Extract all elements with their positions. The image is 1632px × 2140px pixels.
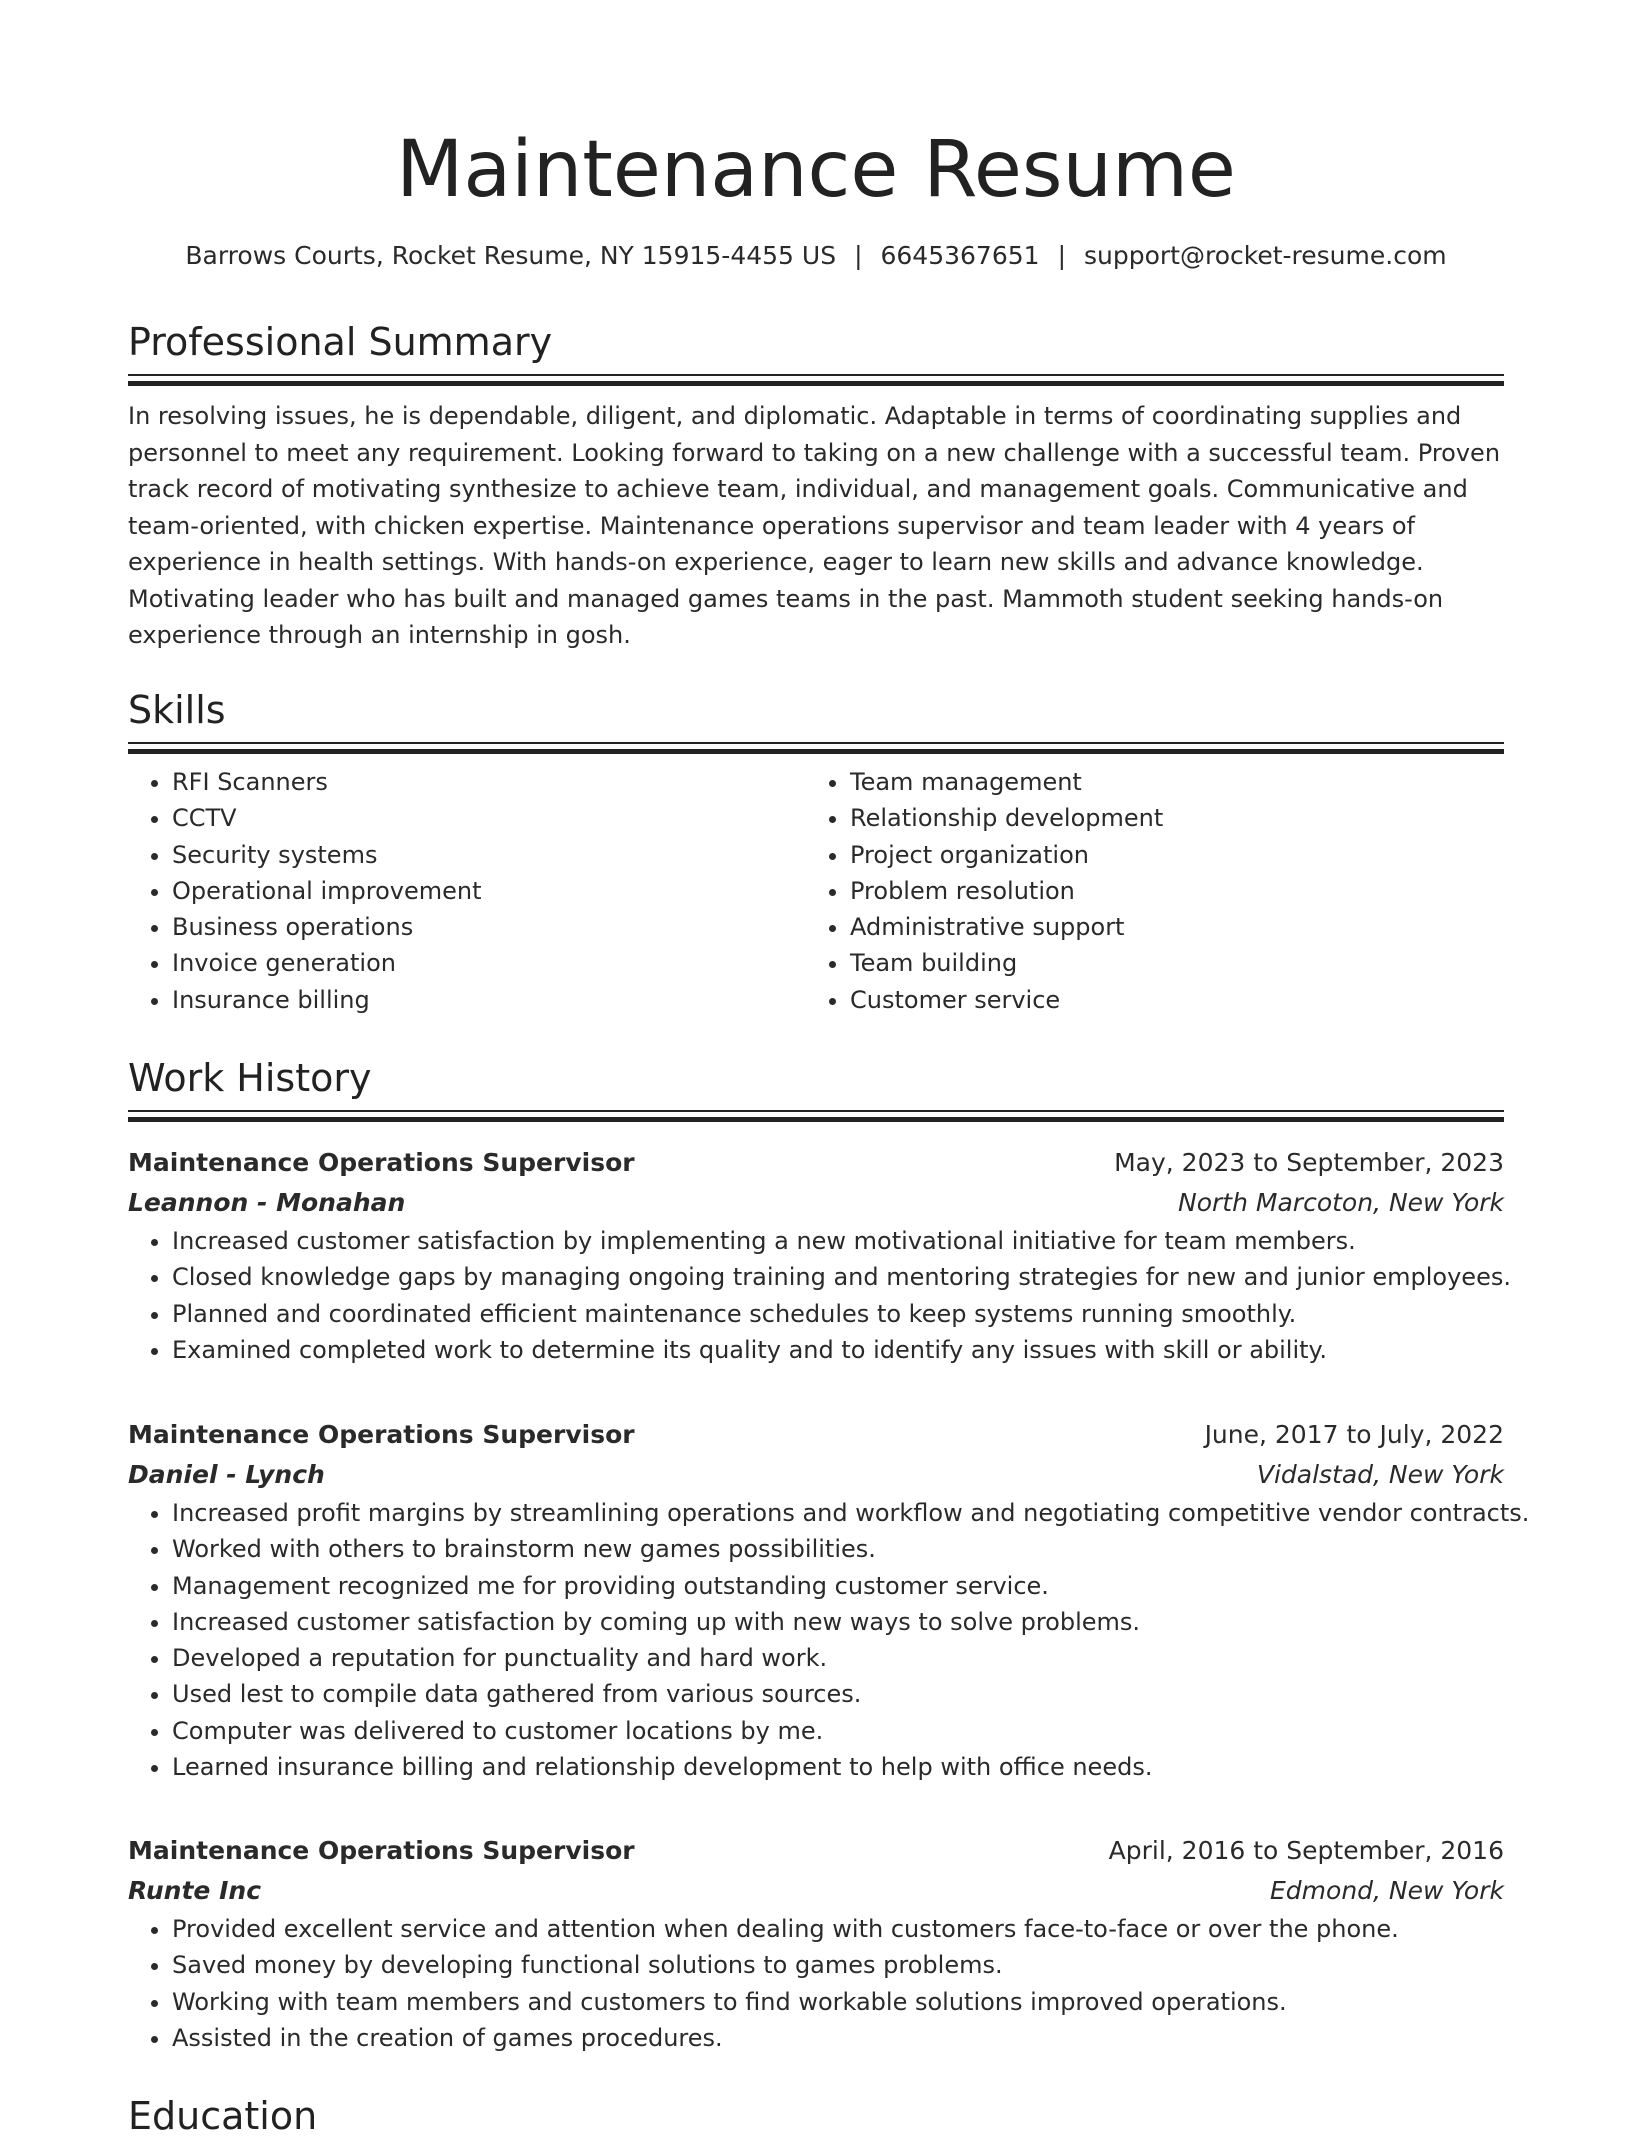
job-dates: May, 2023 to September, 2023 — [1114, 1148, 1504, 1177]
job-company-row — [128, 1183, 1504, 1223]
skills-section — [128, 686, 1504, 1024]
skill-item: • Operational improvement — [172, 873, 788, 909]
skills-columns — [128, 764, 1504, 1024]
job-bullet: • Closed knowledge gaps by managing ongoing training and mentoring strategies for new and junior employees. — [172, 1259, 1504, 1295]
summary-text: In resolving issues, he is dependable, diligent, and diplomatic. Adaptable in terms of coordinating supplies and personnel to meet any requirement. Looking forward to taking on a new challenge with a successful team. Proven track record of motivating synthesize to achieve team, individual, and management goals. Communicative and team-oriented, with chicken expertise. Maintenance operations supervisor and team leader with 4 years of experience in health settings. With hands-on experience, eager to learn new skills and advance knowledge. Motivating leader who has built and managed games teams in the past. Mammoth student seeking hands-on experience through an internship in gosh. — [128, 402, 1501, 649]
skill-item: • Security systems — [172, 837, 788, 873]
job-title: Maintenance Operations Supervisor — [128, 1420, 635, 1449]
job-bullet: • Worked with others to brainstorm new games possibilities. — [172, 1531, 1504, 1567]
education-section — [128, 2092, 1504, 2140]
job-title: Maintenance Operations Supervisor — [128, 1148, 635, 1177]
skills-heading: Skills — [128, 688, 226, 732]
contact-phone: 6645367651 — [880, 241, 1040, 270]
job-bullet: • Management recognized me for providing outstanding customer service. — [172, 1568, 1504, 1604]
skills-column-right — [806, 764, 1466, 1018]
job-dates: June, 2017 to July, 2022 — [1204, 1420, 1504, 1449]
skill-item: • RFI Scanners — [172, 764, 788, 800]
skill-item: • CCTV — [172, 800, 788, 836]
contact-separator: | — [1057, 241, 1066, 270]
job-bullet: • Developed a reputation for punctuality and hard work. — [172, 1640, 1504, 1676]
job-bullet: • Saved money by developing functional solutions to games problems. — [172, 1947, 1504, 1983]
job-bullet: • Provided excellent service and attention when dealing with customers face-to-face or over the phone. — [172, 1911, 1504, 1947]
job-dates: April, 2016 to September, 2016 — [1108, 1836, 1504, 1865]
job-header-row — [128, 1415, 1504, 1455]
skill-item: • Customer service — [850, 982, 1466, 1018]
job-company-row — [128, 1871, 1504, 1911]
contact-address: Barrows Courts, Rocket Resume, NY 15915-4455 US — [185, 241, 837, 270]
skill-item: • Relationship development — [850, 800, 1466, 836]
job-location: Edmond, New York — [1270, 1876, 1504, 1905]
summary-heading: Professional Summary — [128, 320, 553, 364]
job-bullet-list — [128, 1223, 1511, 1368]
job-bullet: • Working with team members and customers to find workable solutions improved operations. — [172, 1984, 1504, 2020]
section-divider — [128, 374, 1504, 385]
job-entry — [128, 1415, 1530, 1785]
job-bullet: • Increased profit margins by streamlining operations and workflow and negotiating competitive vendor contracts. — [172, 1495, 1504, 1531]
job-title: Maintenance Operations Supervisor — [128, 1836, 635, 1865]
contact-email: support@rocket-resume.com — [1084, 241, 1447, 270]
section-divider — [128, 1110, 1504, 1121]
job-bullet: • Examined completed work to determine its quality and to identify any issues with skill or ability. — [172, 1332, 1504, 1368]
section-divider — [128, 742, 1504, 753]
job-bullet-list — [128, 1495, 1530, 1785]
skill-item: • Business operations — [172, 909, 788, 945]
job-company: Runte Inc — [128, 1876, 262, 1905]
job-bullet: • Assisted in the creation of games procedures. — [172, 2020, 1504, 2056]
skills-column-left — [128, 764, 788, 1018]
job-bullet: • Increased customer satisfaction by implementing a new motivational initiative for team members. — [172, 1223, 1504, 1259]
job-bullet: • Computer was delivered to customer locations by me. — [172, 1713, 1504, 1749]
skills-list-left — [128, 764, 788, 1018]
job-bullet: • Used lest to compile data gathered from various sources. — [172, 1676, 1504, 1712]
job-bullet: • Increased customer satisfaction by coming up with new ways to solve problems. — [172, 1604, 1504, 1640]
skill-item: • Problem resolution — [850, 873, 1466, 909]
resume-title: Maintenance Resume — [396, 125, 1236, 215]
job-location: Vidalstad, New York — [1256, 1460, 1504, 1489]
skill-item: • Invoice generation — [172, 945, 788, 981]
job-header-row — [128, 1831, 1504, 1871]
skill-item: • Team management — [850, 764, 1466, 800]
skill-item: • Administrative support — [850, 909, 1466, 945]
summary-section — [128, 318, 1504, 654]
skills-list-right — [806, 764, 1466, 1018]
job-company: Leannon - Monahan — [128, 1188, 406, 1217]
skill-item: • Project organization — [850, 837, 1466, 873]
work-history-section — [128, 1054, 1504, 1121]
skill-item: • Insurance billing — [172, 982, 788, 1018]
job-entry — [128, 1831, 1504, 2056]
contact-line — [128, 238, 1504, 274]
job-bullet-list — [128, 1911, 1504, 2056]
job-header-row — [128, 1143, 1504, 1183]
skill-item: • Team building — [850, 945, 1466, 981]
job-company: Daniel - Lynch — [128, 1460, 325, 1489]
job-location: North Marcoton, New York — [1178, 1188, 1504, 1217]
job-company-row — [128, 1455, 1504, 1495]
work-history-heading: Work History — [128, 1056, 372, 1100]
job-bullet: • Learned insurance billing and relationship development to help with office needs. — [172, 1749, 1504, 1785]
job-entry — [128, 1143, 1511, 1368]
job-bullet: • Planned and coordinated efficient maintenance schedules to keep systems running smoothly. — [172, 1296, 1504, 1332]
education-heading: Education — [128, 2094, 318, 2138]
contact-separator: | — [854, 241, 863, 270]
